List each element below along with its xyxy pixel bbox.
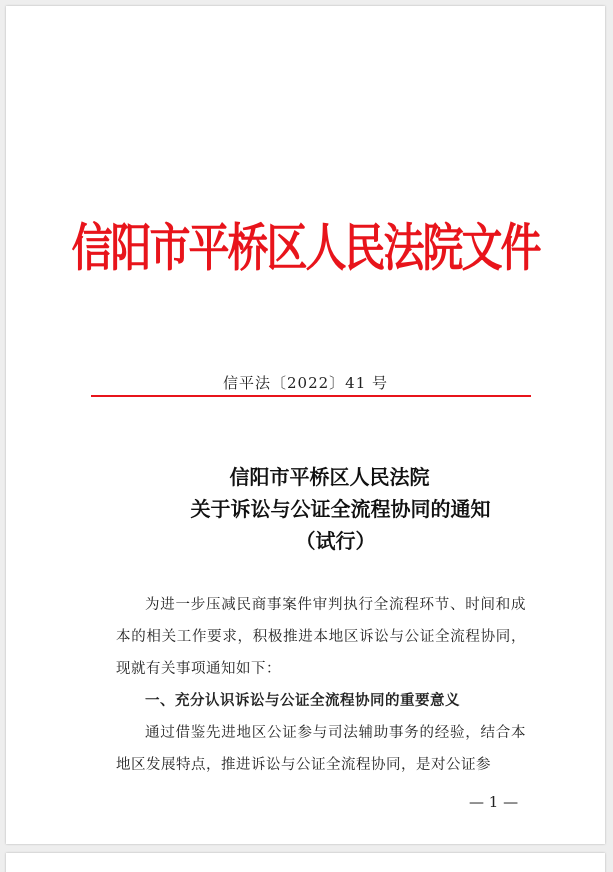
- title-line-trial: （试行）: [295, 529, 376, 553]
- paragraph-intro: 为进一步压减民商事案件审判执行全流程环节、时间和成本的相关工作要求，积极推进本地区诉讼与公证全流程协同，现就有关事项通知如下：: [116, 597, 526, 677]
- paragraph-section-1: 通过借鉴先进地区公证参与司法辅助事务的经验，结合本地区发展特点，推进诉讼与公证全流程协同，是对公证参: [116, 725, 526, 773]
- page-number: — 1 —: [469, 793, 519, 811]
- document-page: [6, 6, 605, 844]
- title-line-subject: 关于诉讼与公证全流程协同的通知: [190, 497, 491, 521]
- document-body: [116, 589, 526, 781]
- section-heading-1: 一、充分认识诉讼与公证全流程协同的重要意义: [145, 693, 460, 709]
- document-number: 信平法〔2022〕41 号: [222, 374, 389, 392]
- notice-title: [6, 461, 605, 557]
- red-header-title: 信阳市平桥区人民法院文件: [71, 218, 540, 278]
- next-page-edge: [6, 853, 605, 872]
- title-line-court: 信阳市平桥区人民法院: [229, 465, 430, 489]
- red-separator-line: [91, 395, 531, 397]
